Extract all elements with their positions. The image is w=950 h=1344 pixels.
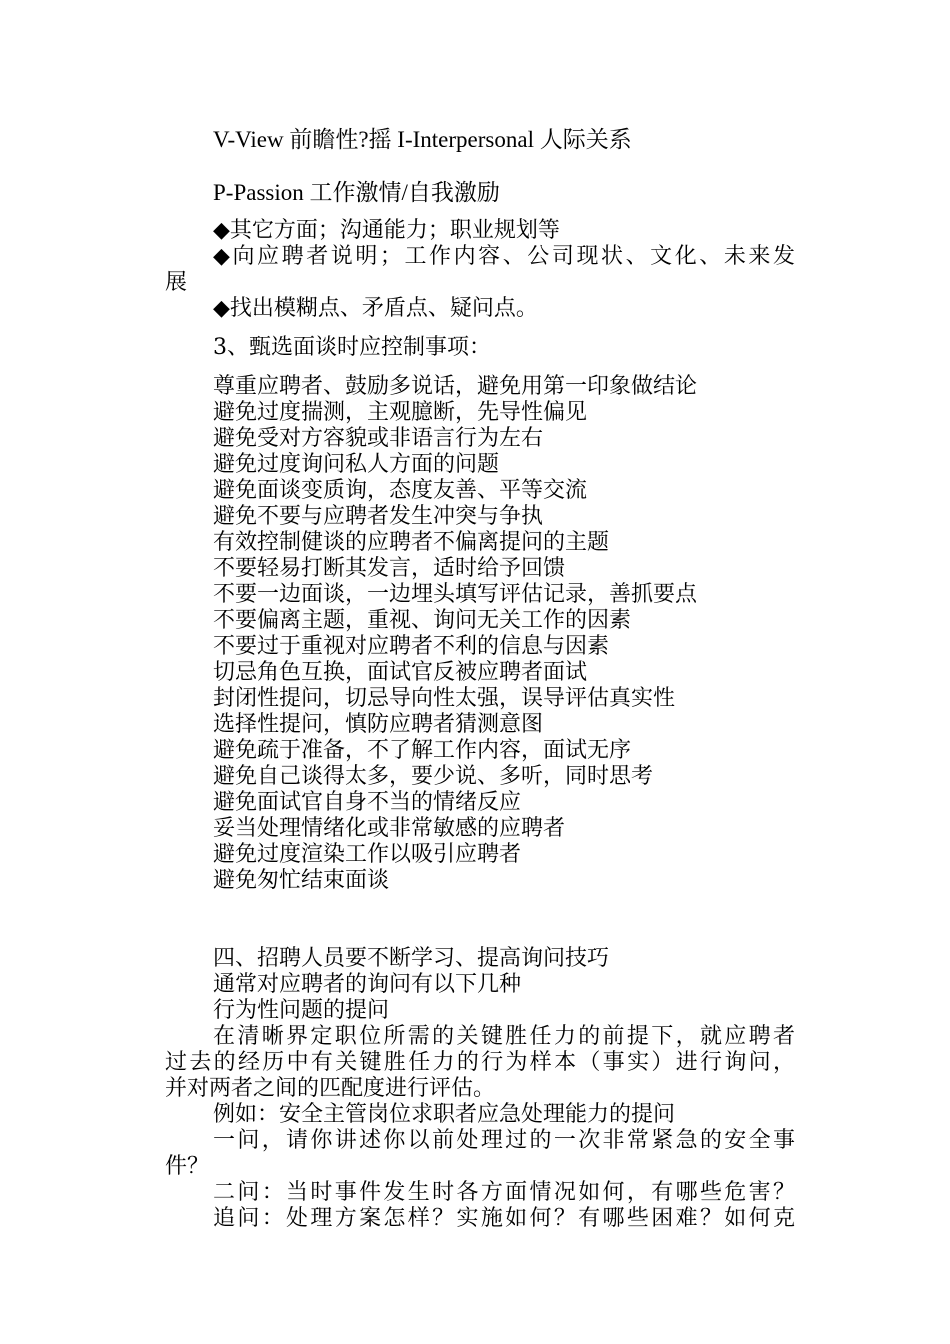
paragraph-line: 一问，请你讲述你以前处理过的一次非常紧急的安全事 [213, 1128, 795, 1153]
section-heading: 3、甄选面谈时应控制事项： [213, 335, 491, 360]
paragraph-line: 在清晰界定职位所需的关键胜任力的前提下，就应聘者 [213, 1024, 795, 1049]
header-line-vip: V-View 前瞻性?摇 I-Interpersonal 人际关系 [213, 127, 632, 152]
bullet-item-continuation: 展 [165, 270, 188, 295]
list-item: 避免面谈变质询，态度友善、平等交流 [213, 478, 588, 503]
list-item: 避免面试官自身不当的情绪反应 [213, 790, 522, 815]
list-item: 切忌角色互换，面试官反被应聘者面试 [213, 660, 588, 685]
list-item: 不要轻易打断其发言，适时给予回馈 [213, 556, 566, 581]
paragraph-line: 并对两者之间的匹配度进行评估。 [165, 1076, 496, 1101]
subheading: 行为性问题的提问 [213, 998, 390, 1023]
list-item: 选择性提问，慎防应聘者猜测意图 [213, 712, 544, 737]
list-item: 有效控制健谈的应聘者不偏离提问的主题 [213, 530, 610, 555]
paragraph-line: 过去的经历中有关键胜任力的行为样本（事实）进行询问， [165, 1050, 795, 1075]
list-item: 不要一边面谈，一边埋头填写评估记录，善抓要点 [213, 582, 698, 607]
list-item: 妥当处理情绪化或非常敏感的应聘者 [213, 816, 566, 841]
list-item: 避免过度渲染工作以吸引应聘者 [213, 842, 522, 867]
bullet-item: ◆其它方面；沟通能力；职业规划等 [213, 218, 560, 243]
paragraph-line: 例如：安全主管岗位求职者应急处理能力的提问 [213, 1102, 676, 1127]
paragraph-line: 件？ [165, 1154, 210, 1179]
list-item: 避免匆忙结束面谈 [213, 868, 390, 893]
list-item: 避免疏于准备，不了解工作内容，面试无序 [213, 738, 632, 763]
section-heading: 四、招聘人员要不断学习、提高询问技巧 [213, 946, 610, 971]
header-line-passion: P-Passion 工作激情/自我激励 [213, 180, 500, 205]
list-item: 不要过于重视对应聘者不利的信息与因素 [213, 634, 610, 659]
list-item: 避免不要与应聘者发生冲突与争执 [213, 504, 544, 529]
list-item: 避免受对方容貌或非语言行为左右 [213, 426, 544, 451]
list-item: 尊重应聘者、鼓励多说话，避免用第一印象做结论 [213, 374, 698, 399]
list-item: 避免过度询问私人方面的问题 [213, 452, 500, 477]
list-item: 不要偏离主题，重视、询问无关工作的因素 [213, 608, 632, 633]
bullet-item: ◆找出模糊点、矛盾点、疑问点。 [213, 296, 538, 321]
paragraph-line: 通常对应聘者的询问有以下几种 [213, 972, 522, 997]
paragraph-line: 二问：当时事件发生时各方面情况如何，有哪些危害？ [213, 1180, 795, 1205]
list-item: 避免过度揣测，主观臆断，先导性偏见 [213, 400, 588, 425]
paragraph-line: 追问：处理方案怎样？实施如何？有哪些困难？如何克 [213, 1206, 795, 1231]
list-item: 封闭性提问，切忌导向性太强，误导评估真实性 [213, 686, 676, 711]
list-item: 避免自己谈得太多，要少说、多听，同时思考 [213, 764, 654, 789]
bullet-item: ◆向应聘者说明；工作内容、公司现状、文化、未来发 [213, 244, 795, 269]
